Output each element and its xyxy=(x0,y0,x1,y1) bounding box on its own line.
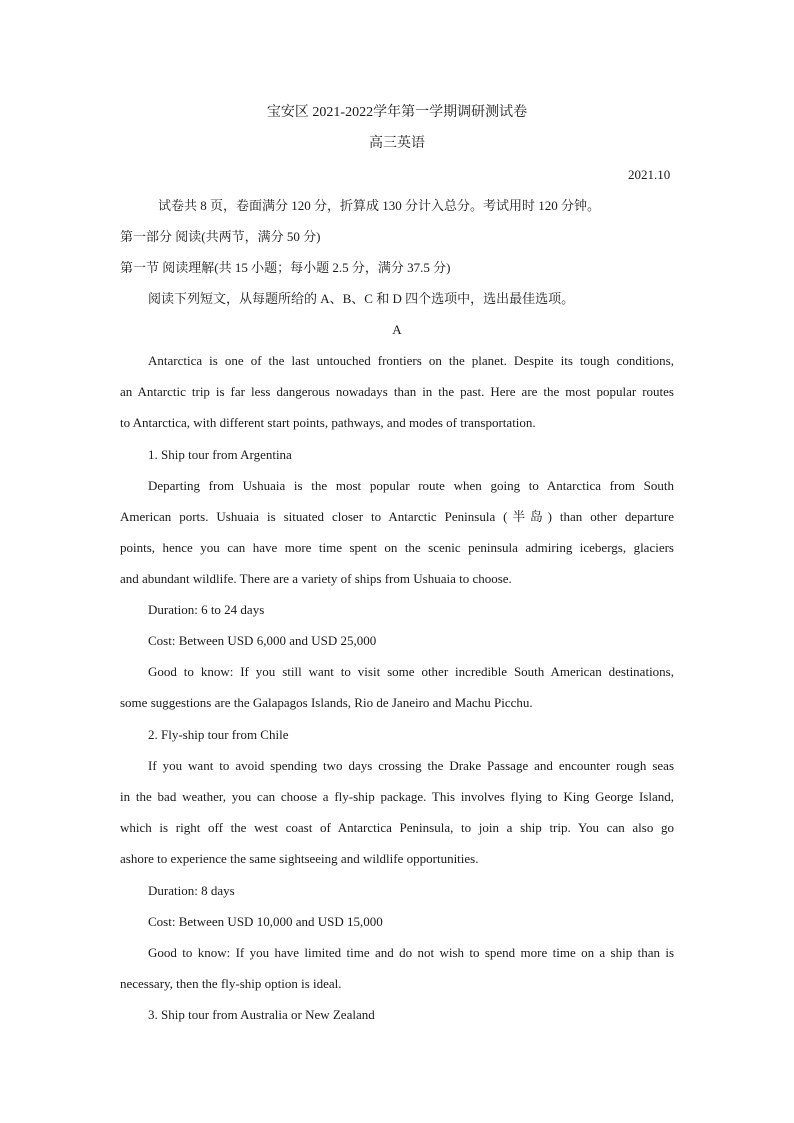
paragraph-line: points, hence you can have more time spent on the scenic peninsula admiring icebergs, glaciers xyxy=(120,540,674,555)
paragraph-line: necessary, then the fly-ship option is ideal. xyxy=(120,976,342,991)
paragraph-line: Good to know: If you have limited time and do not wish to spend more time on a ship than is xyxy=(148,945,674,960)
route-heading: 2. Fly-ship tour from Chile xyxy=(148,727,289,742)
exam-note: 试卷共 8 页，卷面满分 120 分，折算成 130 分计入总分。考试用时 120 分钟。 xyxy=(158,198,601,213)
route-cost: Cost: Between USD 10,000 and USD 15,000 xyxy=(148,914,383,929)
route-heading: 1. Ship tour from Argentina xyxy=(148,447,292,462)
instruction-text: 阅读下列短文，从每题所给的 A、B、C 和 D 四个选项中，选出最佳选项。 xyxy=(148,291,575,306)
paragraph-line: to Antarctica, with different start points, pathways, and modes of transportation. xyxy=(120,415,536,430)
paragraph-line: and abundant wildlife. There are a variety of ships from Ushuaia to choose. xyxy=(120,571,512,586)
route-cost: Cost: Between USD 6,000 and USD 25,000 xyxy=(148,633,377,648)
passage-label: A xyxy=(392,322,402,337)
paragraph-line: Good to know: If you still want to visit some other incredible South American destinations, xyxy=(148,664,674,679)
section-heading: 第一节 阅读理解(共 15 小题；每小题 2.5 分，满分 37.5 分) xyxy=(120,260,451,275)
route-duration: Duration: 8 days xyxy=(148,883,235,898)
paragraph-line: Antarctica is one of the last untouched frontiers on the planet. Despite its tough conditions, xyxy=(148,353,674,368)
paragraph-line: in the bad weather, you can choose a fly-ship package. This involves flying to King George Island, xyxy=(120,789,674,804)
exam-subject: 高三英语 xyxy=(369,136,425,151)
paragraph-line: some suggestions are the Galapagos Islands, Rio de Janeiro and Machu Picchu. xyxy=(120,695,533,710)
paragraph-line: Departing from Ushuaia is the most popular route when going to Antarctica from South xyxy=(148,478,674,493)
route-duration: Duration: 6 to 24 days xyxy=(148,602,265,617)
paragraph-line: an Antarctic trip is far less dangerous nowadays than in the past. Here are the most popular routes xyxy=(120,384,674,399)
paragraph-line: which is right off the west coast of Antarctica Peninsula, to join a ship trip. You can also go xyxy=(120,820,674,835)
paragraph-line: ashore to experience the same sightseeing and wildlife opportunities. xyxy=(120,851,479,866)
exam-title: 宝安区 2021-2022学年第一学期调研测试卷 xyxy=(266,105,528,120)
paragraph-line: American ports. Ushuaia is situated closer to Antarctic Peninsula (半岛) than other departure xyxy=(120,509,674,524)
route-heading: 3. Ship tour from Australia or New Zealand xyxy=(148,1007,375,1022)
part-heading: 第一部分 阅读(共两节，满分 50 分) xyxy=(120,229,321,244)
paragraph-line: If you want to avoid spending two days crossing the Drake Passage and encounter rough seas xyxy=(148,758,674,773)
exam-date: 2021.10 xyxy=(628,167,671,182)
